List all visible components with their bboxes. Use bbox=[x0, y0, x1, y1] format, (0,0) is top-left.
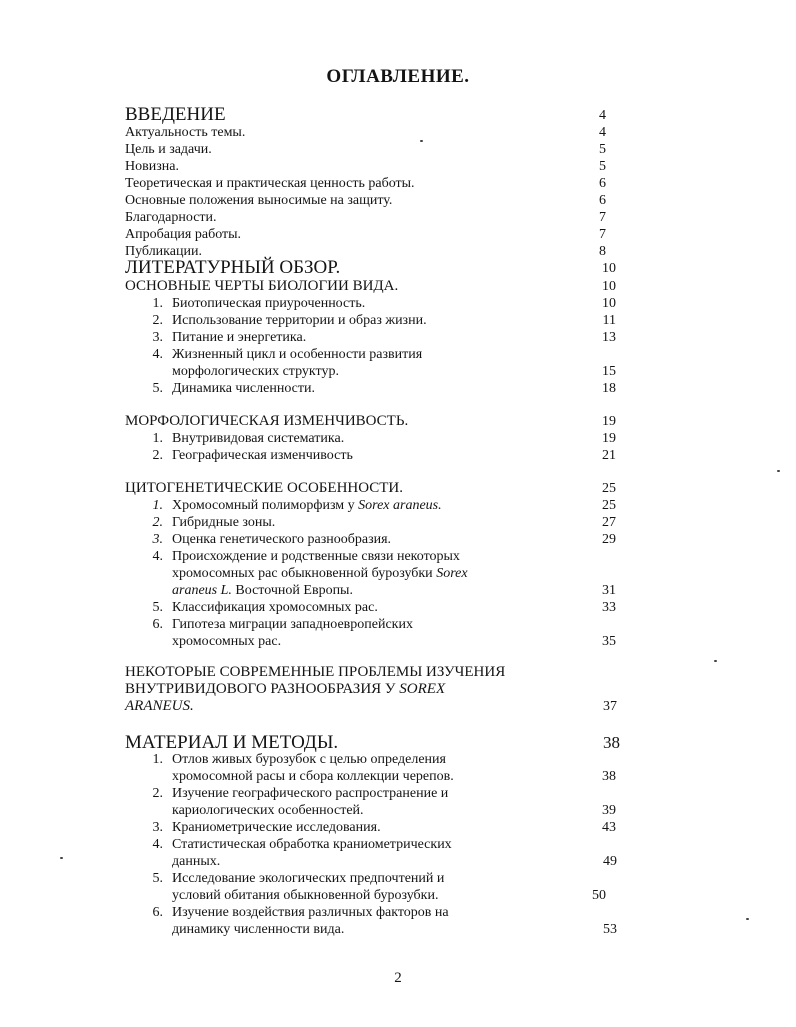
toc-page-number: 49 bbox=[603, 854, 617, 869]
toc-heading-problems: НЕКОТОРЫЕ СОВРЕМЕННЫЕ ПРОБЛЕМЫ ИЗУЧЕНИЯ bbox=[125, 664, 506, 680]
toc-page-number: 29 bbox=[602, 532, 616, 547]
toc-entry: Отлов живых бурозубок с целью определения bbox=[172, 752, 446, 767]
toc-heading-problems-continuation bbox=[125, 681, 445, 698]
toc-entry: Апробация работы. bbox=[125, 227, 242, 242]
toc-entry: Оценка генетического разнообразия. bbox=[172, 532, 392, 547]
toc-item-number: 3. bbox=[152, 820, 163, 835]
toc-page-number: 25 bbox=[602, 481, 616, 496]
toc-entry-text: хромосомных рас обыкновенной бурозубки bbox=[172, 566, 437, 581]
footer-page-number: 2 bbox=[394, 970, 402, 986]
toc-item-number: 4. bbox=[152, 549, 163, 564]
toc-page-number: 50 bbox=[592, 888, 606, 903]
scan-speck bbox=[714, 660, 717, 662]
toc-item-number: 1. bbox=[152, 431, 163, 446]
toc-page-number: 43 bbox=[602, 820, 616, 835]
toc-entry-continuation: условий обитания обыкновенной бурозубки. bbox=[172, 888, 439, 903]
toc-page-number: 7 bbox=[599, 227, 606, 242]
toc-heading-literature-review: ЛИТЕРАТУРНЫЙ ОБЗОР. bbox=[125, 257, 341, 278]
toc-page-number: 35 bbox=[602, 634, 616, 649]
toc-page-number: 38 bbox=[603, 733, 620, 752]
toc-item-number: 5. bbox=[152, 871, 163, 886]
toc-page-number: 8 bbox=[599, 244, 606, 259]
toc-page-number: 4 bbox=[599, 125, 606, 140]
toc-entry: Динамика численности. bbox=[172, 381, 316, 396]
toc-page-number: 18 bbox=[602, 381, 616, 396]
scan-speck bbox=[777, 470, 780, 472]
toc-entry: Биотопическая приуроченность. bbox=[172, 296, 366, 311]
toc-page-number: 7 bbox=[599, 210, 606, 225]
toc-heading-problems-continuation bbox=[125, 698, 194, 715]
toc-page-number: 5 bbox=[599, 159, 606, 174]
toc-page-number: 37 bbox=[603, 699, 617, 714]
scan-speck bbox=[60, 857, 63, 859]
toc-entry: Статистическая обработка краниометрических bbox=[172, 837, 452, 852]
page-title: ОГЛАВЛЕНИЕ. bbox=[326, 66, 470, 87]
scan-speck bbox=[746, 918, 749, 920]
toc-page-number: 4 bbox=[599, 108, 606, 123]
toc-entry: Классификация хромосомных рас. bbox=[172, 600, 378, 615]
toc-entry: Географическая изменчивость bbox=[172, 448, 353, 463]
toc-entry: Использование территории и образ жизни. bbox=[172, 313, 427, 328]
toc-page-number: 25 bbox=[602, 498, 616, 513]
toc-heading-biology: ОСНОВНЫЕ ЧЕРТЫ БИОЛОГИИ ВИДА. bbox=[125, 278, 399, 294]
toc-item-number: 2. bbox=[152, 448, 163, 463]
toc-page-number: 19 bbox=[602, 431, 616, 446]
toc-item-number: 4. bbox=[152, 837, 163, 852]
toc-item-number: 1. bbox=[152, 498, 163, 513]
toc-entry-continuation: данных. bbox=[172, 854, 221, 869]
species-name: ARANEUS. bbox=[125, 698, 194, 714]
toc-entry: Гибридные зоны. bbox=[172, 515, 276, 530]
toc-heading-morphology: МОРФОЛОГИЧЕСКАЯ ИЗМЕНЧИВОСТЬ. bbox=[125, 413, 409, 429]
toc-entry-continuation bbox=[172, 565, 468, 582]
toc-entry: Исследование экологических предпочтений и bbox=[172, 871, 445, 886]
toc-item-number: 2. bbox=[152, 786, 163, 801]
scan-speck bbox=[420, 140, 423, 142]
toc-item-number: 4. bbox=[152, 347, 163, 362]
toc-item-number: 6. bbox=[152, 905, 163, 920]
toc-page-number: 10 bbox=[602, 296, 616, 311]
toc-item-number: 6. bbox=[152, 617, 163, 632]
toc-heading-introduction: ВВЕДЕНИЕ bbox=[125, 104, 226, 125]
toc-item-number: 2. bbox=[152, 313, 163, 328]
toc-page-number: 11 bbox=[602, 313, 616, 328]
toc-entry: Внутривидовая систематика. bbox=[172, 431, 345, 446]
toc-item-number: 5. bbox=[152, 381, 163, 396]
toc-heading-materials-methods: МАТЕРИАЛ И МЕТОДЫ. bbox=[125, 732, 339, 753]
toc-entry-continuation: кариологических особенностей. bbox=[172, 803, 364, 818]
toc-page-number: 39 bbox=[602, 803, 616, 818]
toc-entry: Теоретическая и практическая ценность работы. bbox=[125, 176, 415, 191]
toc-entry bbox=[172, 497, 442, 514]
toc-page-number: 19 bbox=[602, 414, 616, 429]
species-name: SOREX bbox=[399, 681, 446, 697]
toc-entry: Изучение воздействия различных факторов на bbox=[172, 905, 449, 920]
toc-entry: Цель и задачи. bbox=[125, 142, 212, 157]
toc-entry: Актуальность темы. bbox=[125, 125, 246, 140]
toc-item-number: 2. bbox=[152, 515, 163, 530]
toc-entry-text: ВНУТРИВИДОВОГО РАЗНООБРАЗИЯ У bbox=[125, 681, 400, 697]
toc-page-number: 13 bbox=[602, 330, 616, 345]
species-name: Sorex araneus. bbox=[358, 498, 442, 513]
toc-item-number: 3. bbox=[152, 532, 163, 547]
toc-entry: Благодарности. bbox=[125, 210, 217, 225]
toc-entry: Публикации. bbox=[125, 244, 202, 259]
toc-item-number: 1. bbox=[152, 752, 163, 767]
toc-page-number: 21 bbox=[602, 448, 616, 463]
toc-page-number: 5 bbox=[599, 142, 606, 157]
toc-page-number: 31 bbox=[602, 583, 616, 598]
species-name: araneus L. bbox=[172, 583, 232, 598]
toc-page-number: 27 bbox=[602, 515, 616, 530]
toc-page-number: 6 bbox=[599, 193, 606, 208]
toc-entry-text: Восточной Европы. bbox=[231, 583, 353, 598]
toc-item-number: 3. bbox=[152, 330, 163, 345]
toc-heading-cytogenetics: ЦИТОГЕНЕТИЧЕСКИЕ ОСОБЕННОСТИ. bbox=[125, 480, 404, 496]
toc-entry-continuation: хромосомной расы и сбора коллекции черепов. bbox=[172, 769, 454, 784]
toc-page-number: 6 bbox=[599, 176, 606, 191]
toc-entry: Изучение географического распространение и bbox=[172, 786, 449, 801]
toc-entry: Жизненный цикл и особенности развития bbox=[172, 347, 423, 362]
toc-entry-continuation: динамику численности вида. bbox=[172, 922, 345, 937]
toc-entry: Питание и энергетика. bbox=[172, 330, 307, 345]
species-name: Sorex bbox=[436, 566, 468, 581]
toc-page-number: 10 bbox=[602, 279, 616, 294]
toc-entry-continuation bbox=[172, 582, 353, 599]
toc-page-number: 53 bbox=[603, 922, 617, 937]
toc-entry-text: Хромосомный полиморфизм у bbox=[172, 498, 359, 513]
toc-item-number: 5. bbox=[152, 600, 163, 615]
toc-page-number: 15 bbox=[602, 364, 616, 379]
toc-page-number: 10 bbox=[602, 261, 616, 276]
toc-entry: Гипотеза миграции западноевропейских bbox=[172, 617, 413, 632]
toc-item-number: 1. bbox=[152, 296, 163, 311]
toc-entry: Краниометрические исследования. bbox=[172, 820, 381, 835]
toc-entry-continuation: морфологических структур. bbox=[172, 364, 339, 379]
toc-entry: Новизна. bbox=[125, 159, 179, 174]
toc-page-number: 33 bbox=[602, 600, 616, 615]
toc-entry-continuation: хромосомных рас. bbox=[172, 634, 282, 649]
toc-page-number: 38 bbox=[602, 769, 616, 784]
toc-entry: Происхождение и родственные связи некоторых bbox=[172, 549, 460, 564]
toc-entry: Основные положения выносимые на защиту. bbox=[125, 193, 393, 208]
